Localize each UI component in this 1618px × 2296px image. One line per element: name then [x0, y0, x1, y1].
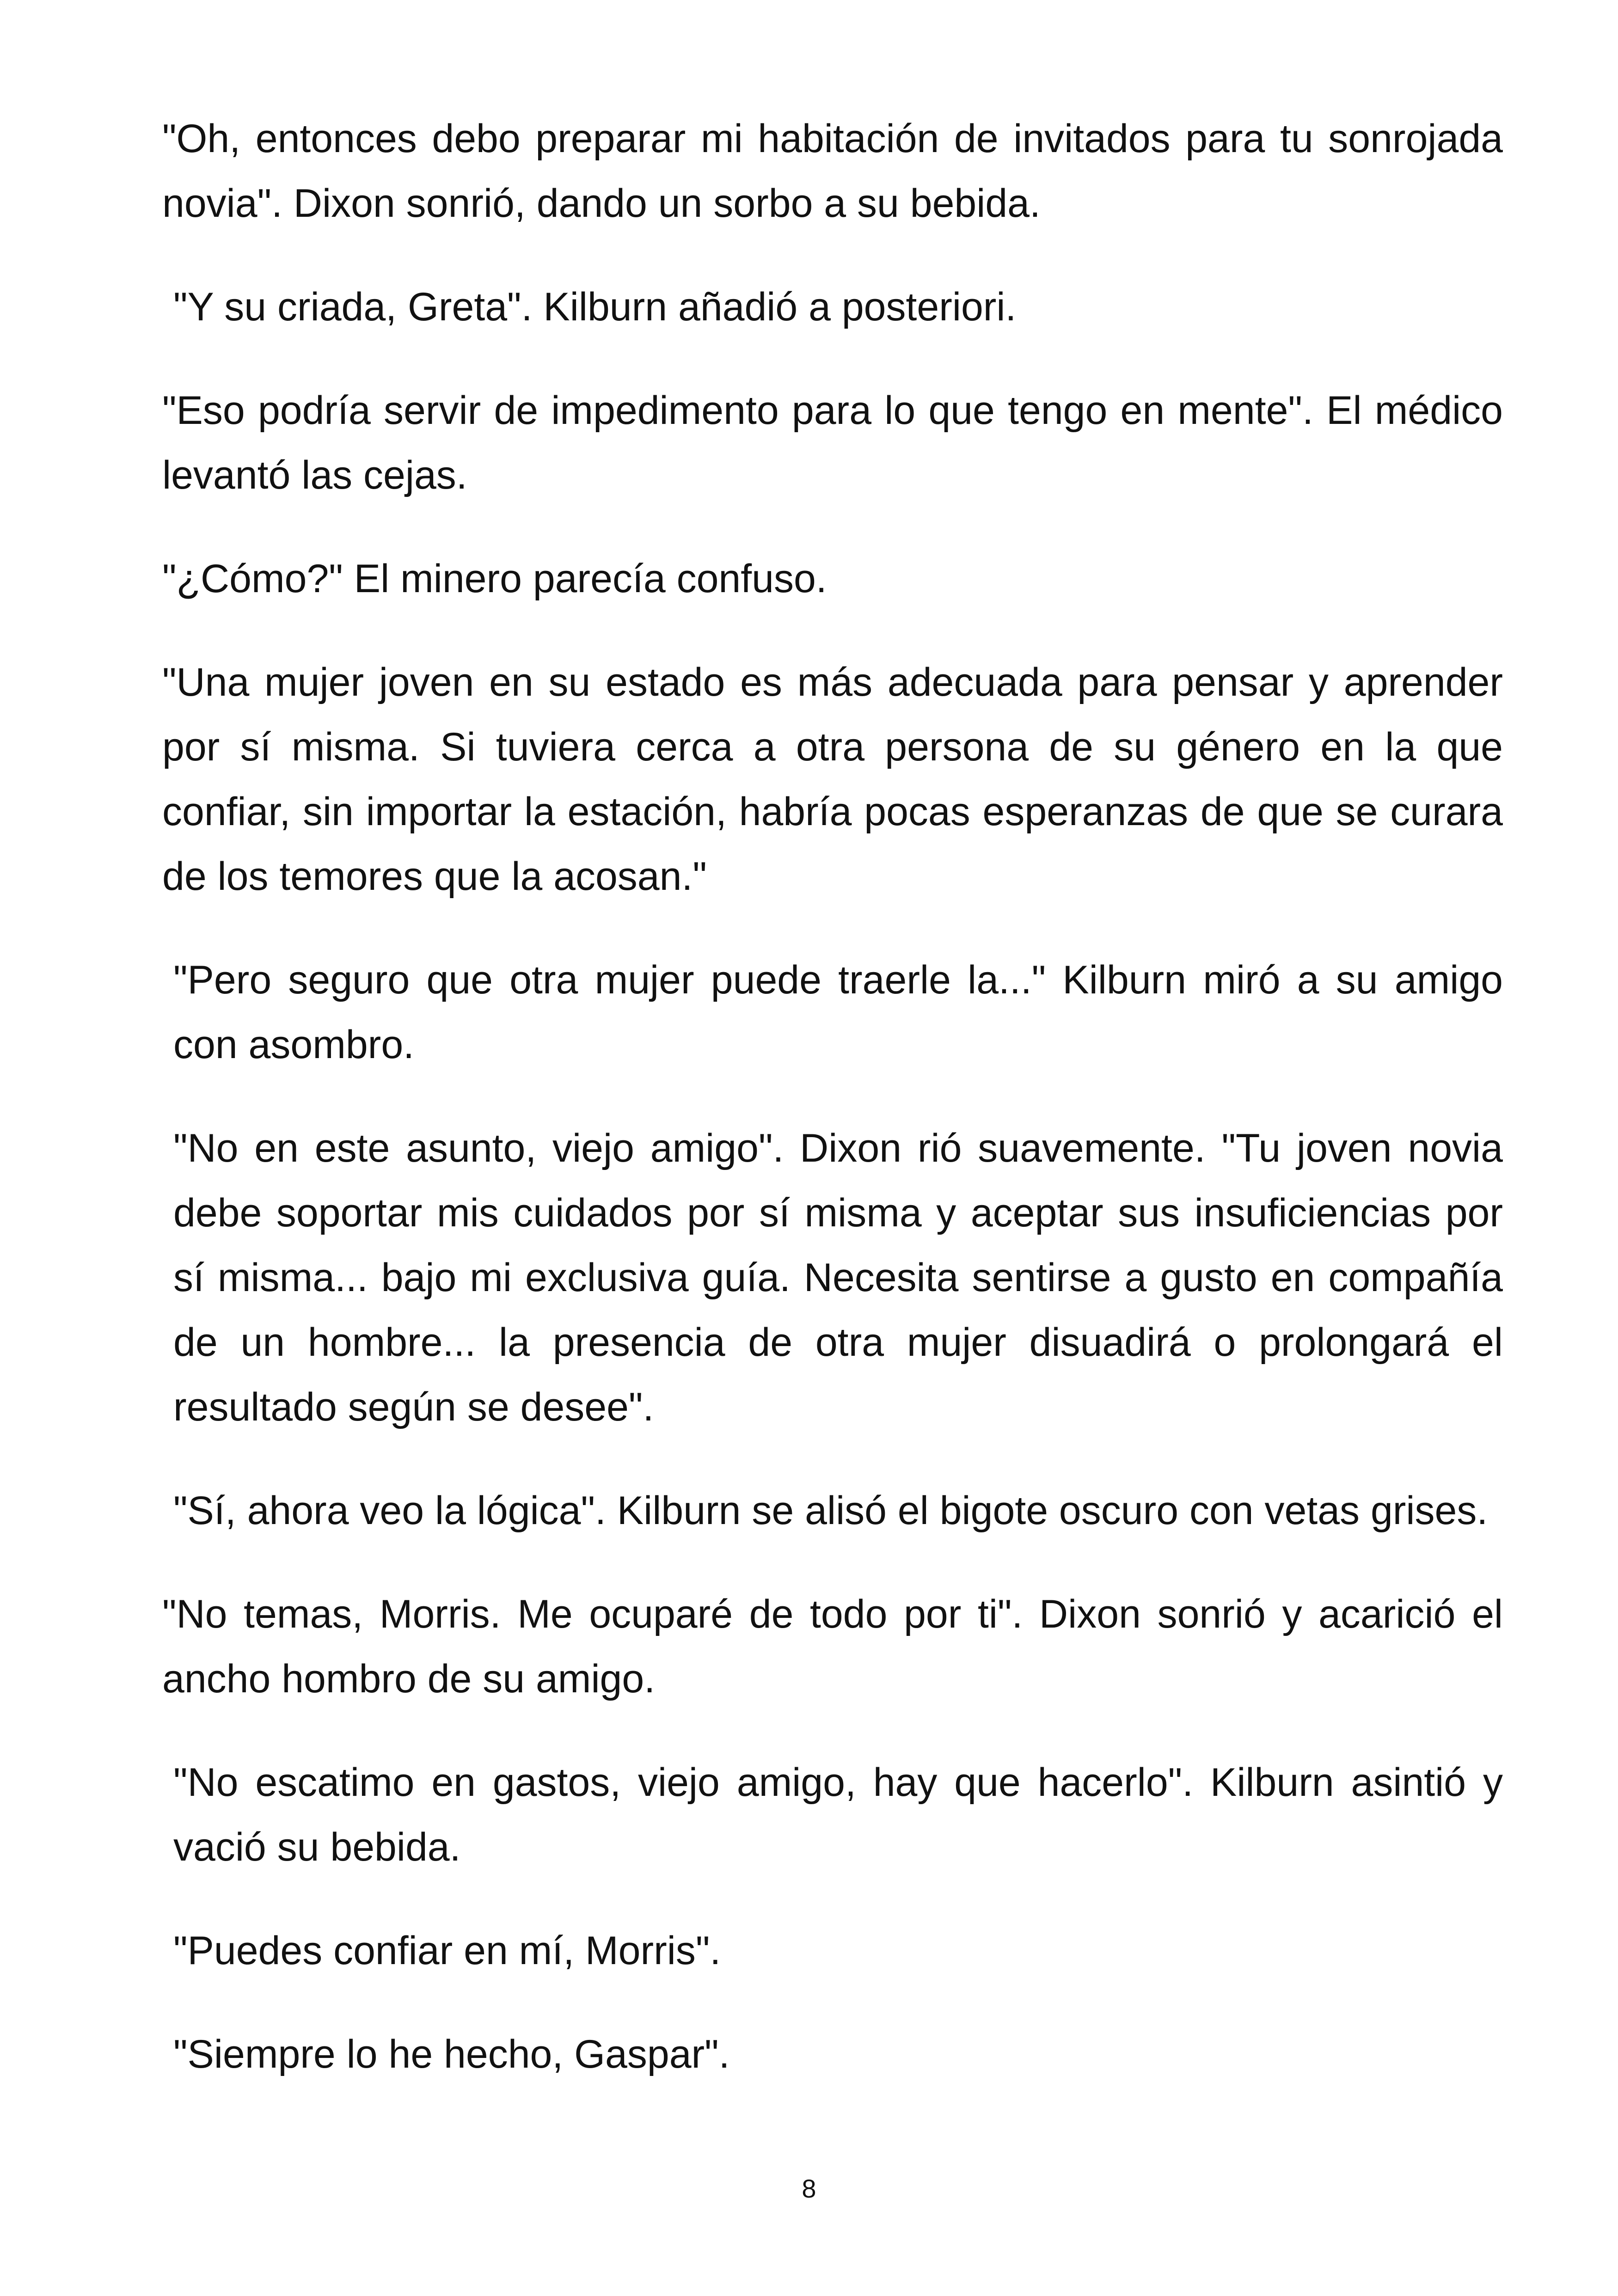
page-number: 8 [802, 2174, 816, 2203]
paragraph-1: "Oh, entonces debo preparar mi habitación de invitados para tu sonrojada novia". Dixon sonrió, dando un sorbo a su bebida. [162, 116, 1503, 226]
paragraph-2: "Y su criada, Greta". Kilburn añadió a posteriori. [173, 285, 1017, 329]
paragraph-4: "¿Cómo?" El minero parecía confuso. [162, 557, 827, 601]
paragraph-10: "No escatimo en gastos, viejo amigo, hay que hacerlo". Kilburn asintió y vació su bebida. [173, 1760, 1503, 1869]
body-text [162, 106, 1503, 2125]
paragraph-11: "Puedes confiar en mí, Morris". [173, 1929, 721, 1973]
paragraph-5: "Una mujer joven en su estado es más adecuada para pensar y aprender por sí misma. Si tuviera cerca a otra persona de su género en la que confiar, sin importar la estación, habría pocas esperanzas de que se curara de los temores que la acosan." [162, 660, 1503, 899]
paragraph-7: "No en este asunto, viejo amigo". Dixon rió suavemente. "Tu joven novia debe soportar mis cuidados por sí misma y aceptar sus insuficiencias por sí misma... bajo mi exclusiva guía. Necesita sentirse a gusto en compañía de un hombre... la presencia de otra mujer disuadirá o prolongará el resultado según se desee". [173, 1126, 1503, 1429]
paragraph-3: "Eso podría servir de impedimento para lo que tengo en mente". El médico levantó las cejas. [162, 388, 1503, 497]
paragraph-9: "No temas, Morris. Me ocuparé de todo por ti". Dixon sonrió y acarició el ancho hombro de su amigo. [162, 1592, 1503, 1701]
paragraph-8: "Sí, ahora veo la lógica". Kilburn se alisó el bigote oscuro con vetas grises. [173, 1488, 1488, 1533]
paragraph-12: "Siempre lo he hecho, Gaspar". [173, 2032, 730, 2076]
paragraph-6: "Pero seguro que otra mujer puede traerle la..." Kilburn miró a su amigo con asombro. [173, 958, 1503, 1067]
